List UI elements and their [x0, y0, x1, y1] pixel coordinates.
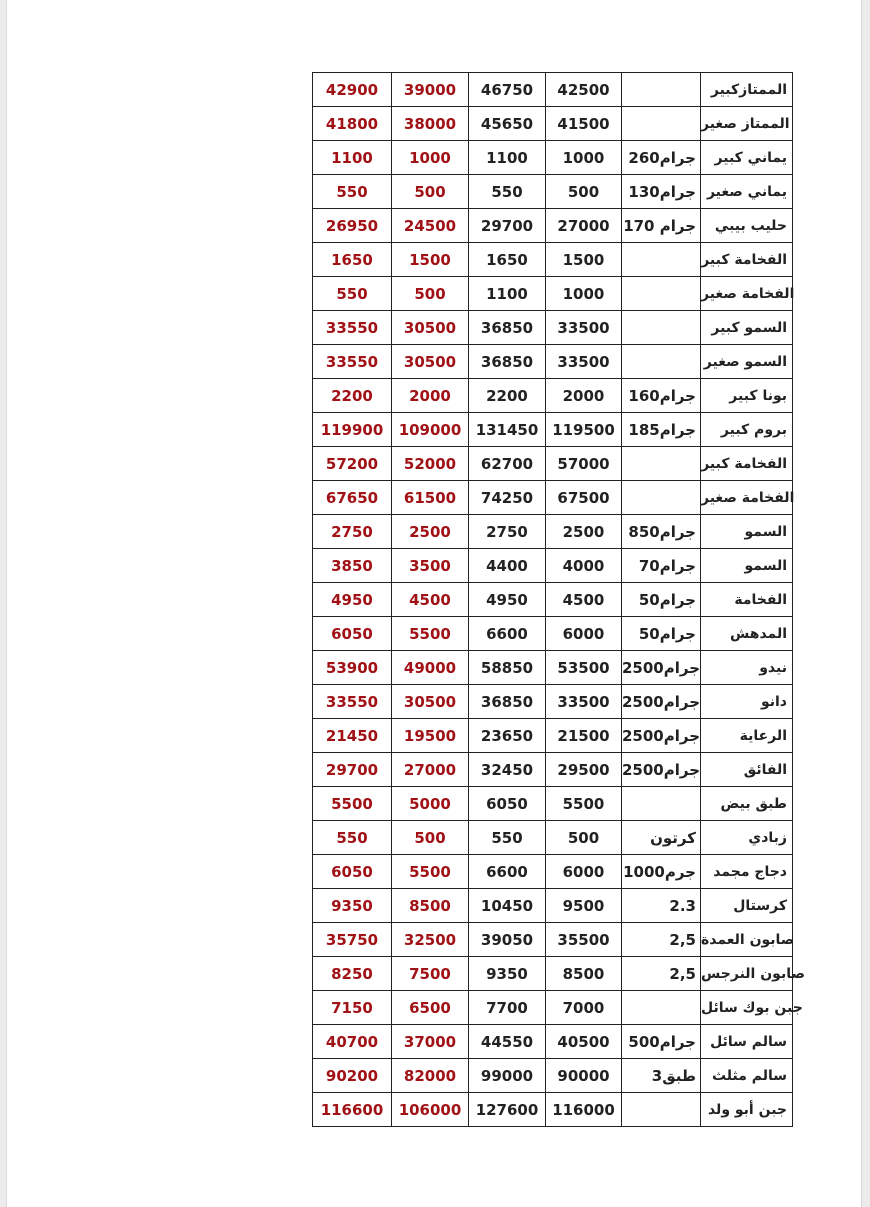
price-cell-col1: 9350	[313, 889, 392, 923]
product-name-cell: نيدو	[701, 651, 793, 685]
price-cell-col2: 30500	[392, 345, 469, 379]
price-cell-col1: 8250	[313, 957, 392, 991]
price-cell-col2: 61500	[392, 481, 469, 515]
price-cell-col3: 74250	[469, 481, 546, 515]
price-cell-col2: 8500	[392, 889, 469, 923]
price-cell-col3: 9350	[469, 957, 546, 991]
price-cell-col2: 27000	[392, 753, 469, 787]
product-name-cell: يماني كبير	[701, 141, 793, 175]
table-row	[313, 447, 793, 481]
table-row	[313, 515, 793, 549]
price-cell-col2: 38000	[392, 107, 469, 141]
price-cell-col1: 3850	[313, 549, 392, 583]
price-cell-col1: 6050	[313, 855, 392, 889]
weight-cell: 260جرام	[622, 141, 701, 175]
table-row	[313, 175, 793, 209]
price-cell-col4: 2500	[546, 515, 622, 549]
table-row	[313, 277, 793, 311]
price-cell-col3: 10450	[469, 889, 546, 923]
product-name-cell: سالم سائل	[701, 1025, 793, 1059]
weight-cell: 2500جرام	[622, 753, 701, 787]
price-cell-col2: 37000	[392, 1025, 469, 1059]
price-cell-col1: 35750	[313, 923, 392, 957]
price-cell-col4: 57000	[546, 447, 622, 481]
price-cell-col2: 5000	[392, 787, 469, 821]
price-cell-col1: 550	[313, 175, 392, 209]
price-cell-col2: 82000	[392, 1059, 469, 1093]
table-row	[313, 685, 793, 719]
price-cell-col3: 131450	[469, 413, 546, 447]
product-name-cell: الرعاية	[701, 719, 793, 753]
table-row	[313, 753, 793, 787]
table-row	[313, 923, 793, 957]
price-cell-col2: 500	[392, 821, 469, 855]
table-row	[313, 311, 793, 345]
weight-cell	[622, 1093, 701, 1127]
weight-cell: 2500جرام	[622, 685, 701, 719]
price-cell-col4: 116000	[546, 1093, 622, 1127]
price-cell-col4: 1000	[546, 277, 622, 311]
table-row	[313, 107, 793, 141]
price-cell-col1: 41800	[313, 107, 392, 141]
weight-cell: 1000جرم	[622, 855, 701, 889]
price-cell-col3: 550	[469, 175, 546, 209]
weight-cell: 2500جرام	[622, 719, 701, 753]
price-cell-col2: 1000	[392, 141, 469, 175]
weight-cell: جرام 170	[622, 209, 701, 243]
product-name-cell: الفخامة كبير	[701, 243, 793, 277]
price-cell-col4: 500	[546, 821, 622, 855]
price-cell-col4: 29500	[546, 753, 622, 787]
product-name-cell: الفخامة كبير	[701, 447, 793, 481]
product-name-cell: سالم مثلث	[701, 1059, 793, 1093]
table-row	[313, 549, 793, 583]
price-cell-col2: 2500	[392, 515, 469, 549]
price-cell-col4: 4500	[546, 583, 622, 617]
table-row	[313, 243, 793, 277]
price-cell-col4: 6000	[546, 855, 622, 889]
table-row	[313, 73, 793, 107]
price-cell-col3: 36850	[469, 685, 546, 719]
product-name-cell: جبن أبو ولد	[701, 1093, 793, 1127]
weight-cell: 130جرام	[622, 175, 701, 209]
price-cell-col1: 40700	[313, 1025, 392, 1059]
weight-cell	[622, 243, 701, 277]
price-cell-col4: 53500	[546, 651, 622, 685]
product-name-cell: بونا كبير	[701, 379, 793, 413]
price-cell-col4: 90000	[546, 1059, 622, 1093]
weight-cell: 70جرام	[622, 549, 701, 583]
weight-cell: كرتون	[622, 821, 701, 855]
price-cell-col2: 39000	[392, 73, 469, 107]
weight-cell: 160جرام	[622, 379, 701, 413]
weight-cell: 50جرام	[622, 583, 701, 617]
price-cell-col1: 119900	[313, 413, 392, 447]
price-cell-col1: 42900	[313, 73, 392, 107]
product-name-cell: السمو كبير	[701, 311, 793, 345]
product-name-cell: المدهش	[701, 617, 793, 651]
product-name-cell: السمو	[701, 515, 793, 549]
price-table	[312, 72, 806, 1127]
price-cell-col2: 7500	[392, 957, 469, 991]
table-row	[313, 821, 793, 855]
product-name-cell: الفائق	[701, 753, 793, 787]
price-cell-col4: 33500	[546, 345, 622, 379]
price-cell-col4: 1000	[546, 141, 622, 175]
price-cell-col1: 2200	[313, 379, 392, 413]
price-cell-col1: 116600	[313, 1093, 392, 1127]
price-cell-col3: 4950	[469, 583, 546, 617]
price-cell-col1: 67650	[313, 481, 392, 515]
table-row	[313, 481, 793, 515]
weight-cell: 2,5	[622, 957, 701, 991]
price-cell-col3: 1650	[469, 243, 546, 277]
price-cell-col1: 21450	[313, 719, 392, 753]
price-cell-col4: 33500	[546, 685, 622, 719]
price-cell-col1: 33550	[313, 685, 392, 719]
price-cell-col2: 3500	[392, 549, 469, 583]
product-name-cell: الممتازكبير	[701, 73, 793, 107]
product-name-cell: الممتاز صغير	[701, 107, 793, 141]
weight-cell: 185جرام	[622, 413, 701, 447]
price-cell-col4: 41500	[546, 107, 622, 141]
price-cell-col4: 7000	[546, 991, 622, 1025]
table-row	[313, 209, 793, 243]
price-cell-col1: 90200	[313, 1059, 392, 1093]
price-cell-col1: 1100	[313, 141, 392, 175]
price-cell-col2: 5500	[392, 617, 469, 651]
table-row	[313, 855, 793, 889]
product-name-cell: جبن بوك سائل	[701, 991, 793, 1025]
table-row	[313, 1025, 793, 1059]
price-cell-col3: 7700	[469, 991, 546, 1025]
weight-cell	[622, 447, 701, 481]
weight-cell	[622, 73, 701, 107]
product-name-cell: حليب بيبي	[701, 209, 793, 243]
product-name-cell: الفخامة	[701, 583, 793, 617]
price-cell-col3: 45650	[469, 107, 546, 141]
price-cell-col1: 4950	[313, 583, 392, 617]
price-cell-col4: 33500	[546, 311, 622, 345]
price-cell-col4: 9500	[546, 889, 622, 923]
price-cell-col2: 109000	[392, 413, 469, 447]
price-cell-col1: 1650	[313, 243, 392, 277]
product-name-cell: دانو	[701, 685, 793, 719]
price-cell-col2: 32500	[392, 923, 469, 957]
weight-cell: 2500جرام	[622, 651, 701, 685]
price-cell-col4: 2000	[546, 379, 622, 413]
price-cell-col4: 67500	[546, 481, 622, 515]
price-cell-col3: 6050	[469, 787, 546, 821]
price-cell-col2: 6500	[392, 991, 469, 1025]
weight-cell	[622, 107, 701, 141]
price-cell-col4: 27000	[546, 209, 622, 243]
table-row	[313, 617, 793, 651]
price-cell-col3: 39050	[469, 923, 546, 957]
table-row	[313, 1093, 793, 1127]
weight-cell	[622, 481, 701, 515]
table-row	[313, 991, 793, 1025]
price-cell-col2: 500	[392, 277, 469, 311]
product-name-cell: صابون النرجس	[701, 957, 793, 991]
price-cell-col4: 35500	[546, 923, 622, 957]
product-name-cell: زبادي	[701, 821, 793, 855]
price-cell-col2: 49000	[392, 651, 469, 685]
product-name-cell: بروم كبير	[701, 413, 793, 447]
price-cell-col2: 1500	[392, 243, 469, 277]
table-row	[313, 141, 793, 175]
weight-cell: 500جرام	[622, 1025, 701, 1059]
product-name-cell: صابون العمدة	[701, 923, 793, 957]
price-cell-col4: 1500	[546, 243, 622, 277]
product-name-cell: السمو	[701, 549, 793, 583]
price-cell-col1: 2750	[313, 515, 392, 549]
price-cell-col1: 33550	[313, 345, 392, 379]
table-row	[313, 957, 793, 991]
table-row	[313, 583, 793, 617]
price-cell-col4: 6000	[546, 617, 622, 651]
price-cell-col1: 57200	[313, 447, 392, 481]
price-cell-col4: 5500	[546, 787, 622, 821]
price-cell-col1: 7150	[313, 991, 392, 1025]
weight-cell: 3طبق	[622, 1059, 701, 1093]
table-row	[313, 651, 793, 685]
product-name-cell: دجاج مجمد	[701, 855, 793, 889]
price-cell-col3: 62700	[469, 447, 546, 481]
price-cell-col3: 1100	[469, 141, 546, 175]
weight-cell: 850جرام	[622, 515, 701, 549]
price-cell-col2: 106000	[392, 1093, 469, 1127]
product-name-cell: الفخامة صغير	[701, 277, 793, 311]
price-cell-col3: 2750	[469, 515, 546, 549]
weight-cell	[622, 991, 701, 1025]
table-row	[313, 413, 793, 447]
table-row	[313, 379, 793, 413]
price-cell-col3: 58850	[469, 651, 546, 685]
price-cell-col1: 33550	[313, 311, 392, 345]
price-cell-col3: 127600	[469, 1093, 546, 1127]
price-cell-col3: 550	[469, 821, 546, 855]
price-cell-col3: 2200	[469, 379, 546, 413]
table-row	[313, 345, 793, 379]
price-cell-col2: 30500	[392, 685, 469, 719]
weight-cell: 2,5	[622, 923, 701, 957]
product-name-cell: السمو صغير	[701, 345, 793, 379]
price-cell-col3: 46750	[469, 73, 546, 107]
price-cell-col2: 4500	[392, 583, 469, 617]
price-cell-col2: 30500	[392, 311, 469, 345]
price-cell-col1: 29700	[313, 753, 392, 787]
price-cell-col4: 500	[546, 175, 622, 209]
price-cell-col1: 5500	[313, 787, 392, 821]
weight-cell: 2.3	[622, 889, 701, 923]
price-cell-col2: 52000	[392, 447, 469, 481]
price-cell-col3: 36850	[469, 345, 546, 379]
price-cell-col4: 42500	[546, 73, 622, 107]
price-cell-col3: 32450	[469, 753, 546, 787]
price-cell-col2: 500	[392, 175, 469, 209]
weight-cell: 50جرام	[622, 617, 701, 651]
price-cell-col3: 29700	[469, 209, 546, 243]
price-cell-col4: 40500	[546, 1025, 622, 1059]
price-cell-col3: 4400	[469, 549, 546, 583]
weight-cell	[622, 787, 701, 821]
price-table-body	[313, 73, 806, 1127]
weight-cell	[622, 277, 701, 311]
price-cell-col3: 6600	[469, 855, 546, 889]
price-cell-col4: 8500	[546, 957, 622, 991]
price-cell-col3: 23650	[469, 719, 546, 753]
price-cell-col1: 26950	[313, 209, 392, 243]
price-cell-col4: 4000	[546, 549, 622, 583]
price-cell-col3: 99000	[469, 1059, 546, 1093]
price-cell-col3: 1100	[469, 277, 546, 311]
table-row	[313, 787, 793, 821]
price-cell-col1: 53900	[313, 651, 392, 685]
price-cell-col3: 44550	[469, 1025, 546, 1059]
product-name-cell: طبق بيض	[701, 787, 793, 821]
product-name-cell: كرستال	[701, 889, 793, 923]
price-cell-col4: 119500	[546, 413, 622, 447]
table-row	[313, 889, 793, 923]
price-cell-col2: 19500	[392, 719, 469, 753]
price-cell-col2: 24500	[392, 209, 469, 243]
weight-cell	[622, 345, 701, 379]
table-row	[313, 1059, 793, 1093]
price-cell-col1: 550	[313, 821, 392, 855]
price-cell-col2: 2000	[392, 379, 469, 413]
document-page	[6, 0, 862, 1207]
price-cell-col1: 550	[313, 277, 392, 311]
table-row	[313, 719, 793, 753]
price-cell-col2: 5500	[392, 855, 469, 889]
weight-cell	[622, 311, 701, 345]
price-cell-col3: 6600	[469, 617, 546, 651]
product-name-cell: الفخامة صغير	[701, 481, 793, 515]
price-cell-col3: 36850	[469, 311, 546, 345]
product-name-cell: يماني صغير	[701, 175, 793, 209]
price-cell-col1: 6050	[313, 617, 392, 651]
price-cell-col4: 21500	[546, 719, 622, 753]
